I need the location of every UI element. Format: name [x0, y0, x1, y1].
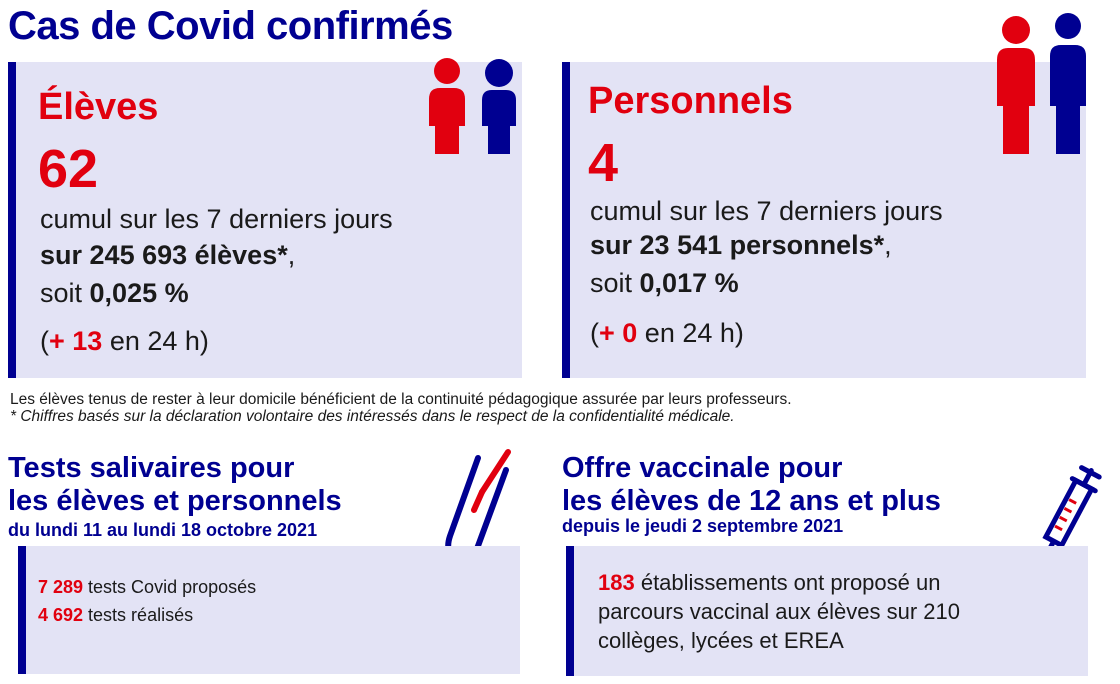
eleves-rate: [40, 278, 189, 309]
eleves-delta-value: + 13: [49, 326, 103, 356]
tests-done-value: 4 692: [38, 605, 84, 625]
notes: [10, 391, 792, 425]
vaccine-count: 183: [598, 570, 635, 595]
personnels-label: Personnels: [588, 80, 793, 122]
vaccine-text: [598, 568, 960, 655]
vaccine-heading: [562, 452, 941, 518]
tests-proposed: [38, 574, 256, 600]
personnels-base-value: 23 541 personnels*: [639, 230, 885, 260]
tests-heading-line-1: Tests salivaires pour: [8, 452, 295, 484]
eleves-base: [40, 240, 295, 271]
personnels-period: cumul sur les 7 derniers jours: [590, 196, 943, 226]
eleves-rate-prefix: soit: [40, 278, 90, 308]
eleves-base-suffix: ,: [287, 240, 296, 270]
eleves-delta-suffix: en 24 h): [102, 326, 209, 356]
eleves-delta-open: (: [40, 326, 49, 356]
personnels-count: 4: [588, 133, 619, 193]
eleves-rate-value: 0,025 %: [89, 278, 189, 308]
personnels-rate-value: 0,017 %: [639, 268, 739, 298]
personnels-delta-open: (: [590, 318, 599, 348]
tests-proposed-value: 7 289: [38, 577, 84, 597]
personnels-rate-prefix: soit: [590, 268, 640, 298]
tests-done: [38, 602, 193, 628]
personnels-rate: [590, 268, 739, 299]
eleves-delta: [40, 326, 209, 357]
vaccine-text-2: parcours vaccinal aux élèves sur 210: [598, 599, 960, 624]
people-icon: [992, 8, 1092, 156]
vaccine-heading-line-1: Offre vaccinale pour: [562, 452, 843, 484]
personnels-delta-value: + 0: [599, 318, 638, 348]
tests-period: du lundi 11 au lundi 18 octobre 2021: [8, 520, 318, 540]
eleves-label: Élèves: [38, 86, 159, 128]
eleves-count: 62: [38, 139, 99, 199]
personnels-base-suffix: ,: [884, 230, 892, 260]
page-title: Cas de Covid confirmés: [8, 4, 453, 48]
vaccine-period: depuis le jeudi 2 septembre 2021: [562, 516, 844, 536]
tests-card: [18, 546, 520, 674]
vaccine-heading-line-2: les élèves de 12 ans et plus: [562, 485, 941, 517]
people-icon: [420, 56, 524, 160]
eleves-base-value: 245 693 élèves*: [89, 240, 288, 270]
tests-heading-line-2: les élèves et personnels: [8, 485, 342, 517]
tests-done-label: tests réalisés: [83, 605, 194, 625]
tests-heading: [8, 452, 342, 518]
personnels-base: [590, 230, 892, 261]
notes-line-2: * Chiffres basés sur la déclaration volontaire des intéressés dans le respect de la confidentialité médicale.: [10, 408, 735, 425]
notes-line-1: Les élèves tenus de rester à leur domicile bénéficient de la continuité pédagogique assurée par leurs professeurs.: [10, 391, 792, 408]
vaccine-card: [566, 546, 1088, 676]
vaccine-text-line-1: [598, 568, 960, 597]
eleves-base-prefix: sur: [40, 240, 90, 270]
vaccine-text-1: établissements ont proposé un: [634, 570, 941, 595]
personnels-delta: [590, 318, 744, 349]
tests-proposed-label: tests Covid proposés: [83, 577, 257, 597]
eleves-period: cumul sur les 7 derniers jours: [40, 204, 393, 234]
vaccine-text-3: collèges, lycées et EREA: [598, 628, 844, 653]
personnels-base-prefix: sur: [590, 230, 640, 260]
personnels-delta-suffix: en 24 h): [637, 318, 744, 348]
